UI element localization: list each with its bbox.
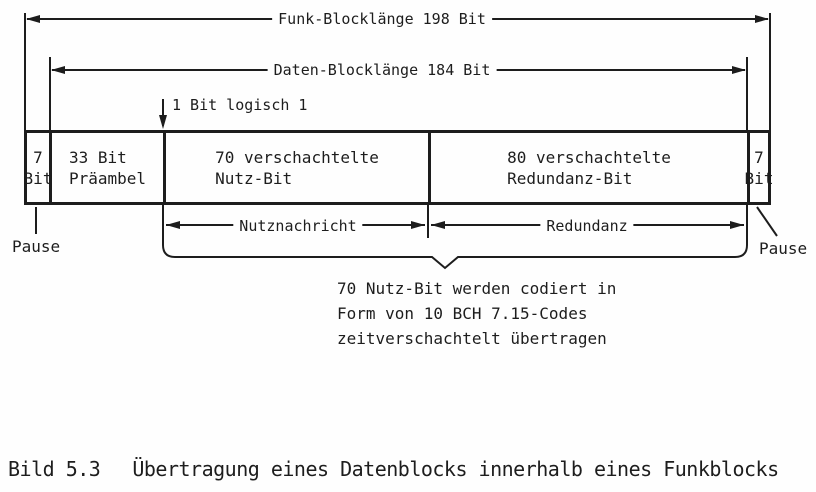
nutznachricht-arrowhead-left (166, 221, 180, 229)
one-bit-arrowhead (159, 115, 167, 129)
funk-blocklaenge-label: Funk-Blocklänge 198 Bit (272, 10, 492, 28)
one-bit-logisch-label: 1 Bit logisch 1 (172, 96, 308, 114)
cell-text: 80 verschachtelte (507, 147, 671, 167)
daten-blocklaenge-label: Daten-Blocklänge 184 Bit (268, 61, 497, 79)
cell-text: 7 (33, 147, 43, 167)
cell-nutz-bit (163, 133, 428, 202)
cell-pause-right-7bit (744, 133, 774, 202)
figure-caption (8, 457, 779, 481)
figure-caption-number: Bild 5.3 (8, 457, 101, 481)
pause-right-label: Pause (759, 239, 808, 258)
cell-redundanz-bit (428, 133, 747, 202)
daten-arrowhead-right (732, 66, 746, 74)
coding-annotation-line1: 70 Nutz-Bit werden codiert in (337, 279, 617, 298)
pause-right-leader (757, 207, 777, 236)
nutznachricht-arrowhead-right (411, 221, 425, 229)
cell-text: Nutz-Bit (215, 168, 293, 188)
funk-arrowhead-left (26, 15, 40, 23)
cell-text: Bit (23, 168, 53, 188)
cell-praeambel (49, 133, 163, 202)
cell-pause-left-7bit (23, 133, 53, 202)
brace-under-data-region (163, 205, 747, 268)
cell-text: Bit (744, 168, 774, 188)
cell-text: 33 Bit (68, 147, 127, 167)
daten-arrowhead-left (51, 66, 65, 74)
cell-text: Redundanz-Bit (507, 168, 633, 188)
figure-caption-text: Übertragung eines Datenblocks innerhalb eines Funkblocks (132, 457, 779, 481)
redundanz-arrowhead-right (730, 221, 744, 229)
coding-annotation-line3: zeitverschachtelt übertragen (337, 329, 607, 348)
redundanz-arrowhead-left (431, 221, 445, 229)
redundanz-label: Redundanz (540, 217, 633, 235)
frame-block-row (23, 130, 774, 205)
cell-text: 70 verschachtelte (215, 147, 379, 167)
coding-annotation-line2: Form von 10 BCH 7.15-Codes (337, 304, 588, 323)
coding-annotation (337, 276, 616, 351)
nutznachricht-label: Nutznachricht (233, 217, 362, 235)
cell-text: 7 (754, 147, 764, 167)
cell-text: Präambel (68, 168, 147, 188)
pause-left-label: Pause (12, 237, 61, 256)
funk-arrowhead-right (755, 15, 769, 23)
